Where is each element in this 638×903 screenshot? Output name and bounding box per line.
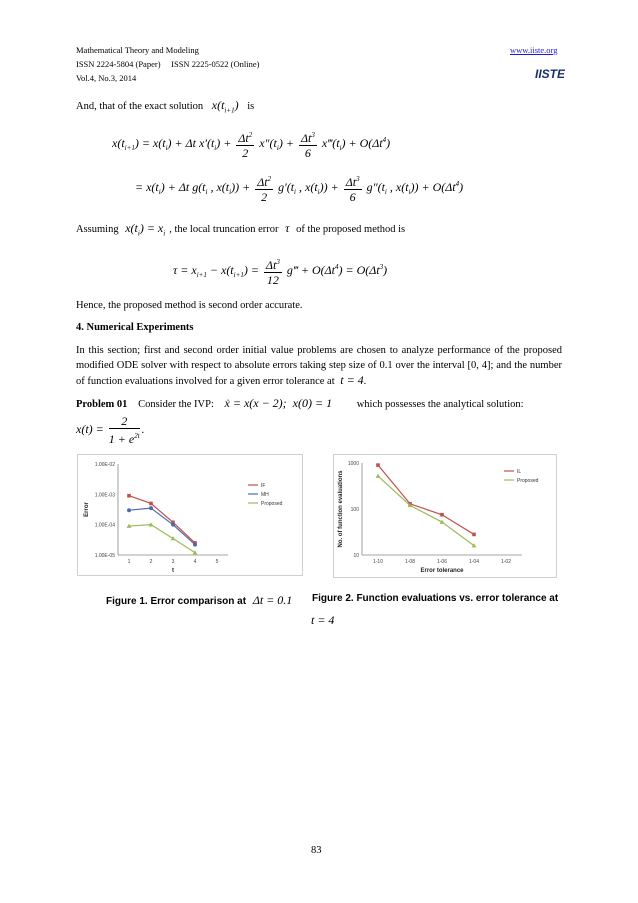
section-heading: 4. Numerical Experiments <box>76 322 194 333</box>
figure-2-caption-math: t = 4 <box>311 613 335 627</box>
x-tick-label: 3 <box>171 559 175 565</box>
x-tick-label: 4 <box>193 559 197 565</box>
journal-title: Mathematical Theory and Modeling <box>76 45 199 55</box>
data-point <box>193 543 197 547</box>
volume-line: Vol.4, No.3, 2014 <box>76 73 137 83</box>
data-point <box>376 463 380 467</box>
x-axis-title: t <box>172 568 174 574</box>
assuming-line: Assuming $x(t_i) = x_i$ , the local truncation error τ of the proposed method is <box>76 221 406 238</box>
y-tick-label: 1.00E-04 <box>94 522 115 529</box>
figure-2-caption: Figure 2. Function evaluations vs. error tolerance at <box>312 593 559 604</box>
page-number: 83 <box>311 845 322 856</box>
x-tick-label: 1-06 <box>436 559 448 565</box>
figure-1-chart <box>77 454 303 576</box>
series-line <box>378 476 474 546</box>
x-axis-title: Error tolerance <box>420 568 464 574</box>
equation-taylor-g: = $x(t_i) + \Delta t$ $g(t_i$ , $x(t_i)$) + $\frac{\Delta t^2}{2}$ $g'(t_i$ , $x(t_i)$) + $\frac{\Delta t^3}{6}$ $g''(t_i$ , $x(t_i)) + O(\Delta t^4)$ <box>135 172 463 204</box>
x-tick-label: 5 <box>215 559 219 565</box>
analytical-solution: x(t) = $\frac{2}{1 + e^{2t}}$ . <box>76 414 145 446</box>
series-line <box>378 465 474 534</box>
problem-statement: Problem 01 Consider the IVP: ẋ = x(x − 2); x(0) = 1 which possesses the analytical solution: <box>76 396 524 410</box>
function-evaluations-chart <box>334 455 556 577</box>
y-tick-label: 1.00E-03 <box>94 492 115 499</box>
exact-solution-intro: And, that of the exact solution $x(t_{i+1})$ is <box>76 98 255 115</box>
data-point <box>127 508 131 512</box>
y-axis-title: No. of function evaluations <box>338 470 344 548</box>
x-tick-label: 2 <box>149 559 153 565</box>
x-tick-label: 1-10 <box>372 559 384 565</box>
data-point <box>171 536 176 540</box>
legend-entry: Proposed <box>261 501 283 507</box>
data-point <box>472 533 476 537</box>
website-link[interactable]: www.iiste.org <box>510 45 558 55</box>
error-comparison-chart <box>78 455 302 575</box>
issn-line: ISSN 2224-5804 (Paper) ISSN 2225-0522 (Online) <box>76 59 260 69</box>
equation-taylor-exact: $x(t_{i+1}) = x(t_i) + \Delta t$ $x'(t_i)$ + $\frac{\Delta t^2}{2}$ $x''(t_i)$ + $\frac{\Delta t^3}{6}$ $x‴(t_i) + O(\Delta t^4)$ <box>112 128 390 160</box>
legend-entry: Proposed <box>517 478 539 484</box>
logo-text: IISTE <box>535 67 565 81</box>
data-point <box>376 474 381 478</box>
data-point <box>127 494 131 498</box>
figure-1-caption: Figure 1. Error comparison at Δt = 0.1 <box>106 593 293 607</box>
y-tick-label: 10 <box>353 553 359 559</box>
x-tick-label: 1-08 <box>404 559 416 565</box>
y-tick-label: 1.00E-05 <box>94 553 115 559</box>
section-paragraph: In this section; first and second order initial value problems are chosen to analyze performance of the proposed modified ODE solver with respect to absolute errors taking step size of 0.1 over the interval [0, 4]; and the number of function evaluations involved for a given error tolerance at t = 4. <box>76 345 562 387</box>
y-axis-title: Error <box>84 502 90 517</box>
hence-sentence: Hence, the proposed method is second order accurate. <box>76 300 303 311</box>
y-tick-label: 100 <box>350 507 359 513</box>
x-tick-label: 1 <box>127 559 131 565</box>
x-tick-label: 1-04 <box>468 559 480 565</box>
y-tick-label: 1.00E-02 <box>94 462 115 468</box>
series-line <box>129 525 195 553</box>
data-point <box>171 523 175 527</box>
y-tick-label: 1000 <box>347 461 359 467</box>
data-point <box>149 506 153 510</box>
legend-entry: IL <box>517 469 522 475</box>
data-point <box>149 502 153 506</box>
figure-2-chart <box>333 454 557 578</box>
legend-entry: MH <box>261 492 269 498</box>
iiste-logo <box>535 62 565 89</box>
x-tick-label: 1-02 <box>500 559 512 565</box>
data-point <box>440 513 444 517</box>
equation-truncation-error: $\tau = x_{i+1} - x(t_{i+1})$ = $\frac{\Delta t^3}{12}$ g‴ + $O(\Delta t^4) = O(\Delta t^3)$ <box>173 255 387 287</box>
legend-entry: IF <box>261 483 266 489</box>
